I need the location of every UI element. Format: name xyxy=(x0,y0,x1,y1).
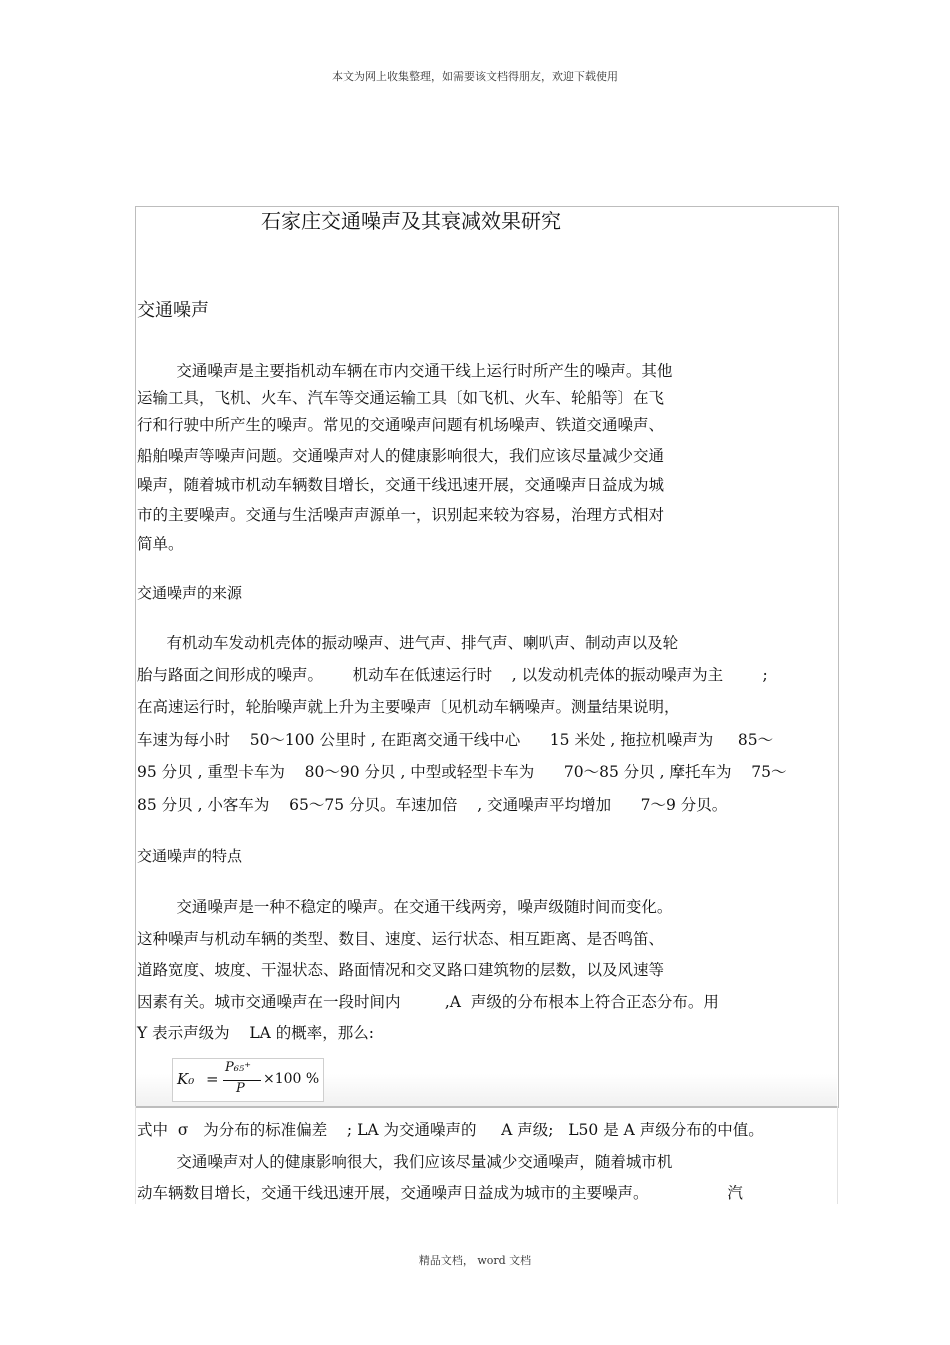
paragraph-line: 95 分贝 , 重型卡车为 80～90 分贝 , 中型或轻型卡车为 70～85 分贝 , 摩托车为 75～ xyxy=(137,763,787,781)
paragraph-line: 交通噪声是一种不稳定的噪声。在交通干线两旁，噪声级随时间而变化。 xyxy=(137,898,673,916)
section-heading-noise-source: 交通噪声的来源 xyxy=(137,584,243,602)
paragraph-line: 85 分贝 , 小客车为 65～75 分贝。车速加倍 , 交通噪声平均增加 7～9 分贝。 xyxy=(137,796,728,814)
paragraph-line: 有机动车发动机壳体的振动噪声、进气声、排气声、喇叭声、制动声以及轮 xyxy=(137,634,679,652)
formula-denominator: P xyxy=(236,1081,245,1096)
frame-left-edge xyxy=(135,1106,136,1204)
paragraph-line: 运输工具，飞机、火车、汽车等交通运输工具〔如飞机、火车、轮船等〕在飞 xyxy=(137,389,665,407)
paragraph-line: 这种噪声与机动车辆的类型、数目、速度、运行状态、相互距离、是否鸣笛、 xyxy=(137,930,665,948)
paragraph-line: 胎与路面之间形成的噪声。 机动车在低速运行时 , 以发动机壳体的振动噪声为主 ; xyxy=(137,666,768,684)
paragraph-line: 船舶噪声等噪声问题。交通噪声对人的健康影响很大，我们应该尽量减少交通 xyxy=(137,447,665,465)
paragraph-line: 因素有关。城市交通噪声在一段时间内 ,A 声级的分布根本上符合正态分布。用 xyxy=(137,993,719,1011)
paragraph-line: 噪声，随着城市机动车辆数目增长，交通干线迅速开展，交通噪声日益成为城 xyxy=(137,476,665,494)
paragraph-line: 行和行驶中所产生的噪声。常见的交通噪声问题有机场噪声、铁道交通噪声、 xyxy=(137,416,665,434)
formula-multiplier: ×100 % xyxy=(263,1071,320,1087)
formula-numerator: P₆₅⁺ xyxy=(225,1060,252,1075)
frame-right-edge xyxy=(837,1106,838,1204)
paragraph-line: 动车辆数目增长，交通干线迅速开展，交通噪声日益成为城市的主要噪声。 汽 xyxy=(137,1184,743,1202)
frame-divider xyxy=(135,1106,838,1107)
header-note: 本文为网上收集整理，如需要该文档得朋友，欢迎下载使用 xyxy=(332,70,618,83)
paragraph-line: 车速为每小时 50～100 公里时 , 在距离交通干线中心 15 米处 , 拖拉机噪声为 85～ xyxy=(137,731,774,749)
section-heading-noise-features: 交通噪声的特点 xyxy=(137,847,243,865)
page-title: 石家庄交通噪声及其衰减效果研究 xyxy=(261,209,561,233)
footer-note: 精品文档， word 文档 xyxy=(418,1254,532,1267)
paragraph-line: 道路宽度、坡度、干湿状态、路面情况和交叉路口建筑物的层数，以及风速等 xyxy=(137,961,665,979)
paragraph-line: 简单。 xyxy=(137,535,184,553)
formula-equals: = xyxy=(206,1070,219,1088)
paragraph-line: 交通噪声是主要指机动车辆在市内交通干线上运行时所产生的噪声。其他 xyxy=(137,362,673,380)
formula-image xyxy=(172,1058,324,1102)
paragraph-line: 在高速运行时，轮胎噪声就上升为主要噪声〔见机动车辆噪声。测量结果说明， xyxy=(137,698,680,716)
section-heading-traffic-noise: 交通噪声 xyxy=(137,300,209,321)
paragraph-line: 市的主要噪声。交通与生活噪声声源单一，识别起来较为容易，治理方式相对 xyxy=(137,506,665,524)
paragraph-line: Y 表示声级为 LA 的概率，那么: xyxy=(137,1024,375,1042)
formula-lhs: K₀ xyxy=(177,1070,195,1088)
paragraph-line: 式中 σ 为分布的标准偏差 ; LA 为交通噪声的 A 声级; L50 是 A 声级分布的中值。 xyxy=(137,1121,764,1139)
paragraph-line: 交通噪声对人的健康影响很大，我们应该尽量减少交通噪声，随着城市机 xyxy=(137,1153,673,1171)
